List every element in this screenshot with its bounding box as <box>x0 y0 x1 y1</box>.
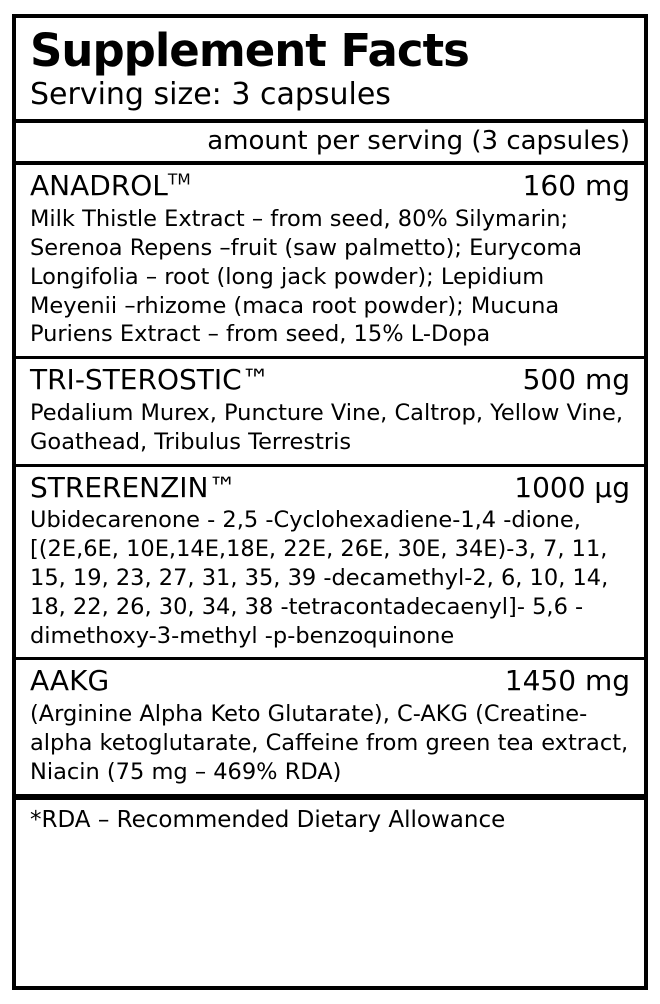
ingredient-header <box>30 171 630 202</box>
ingredient-name: STRERENZIN™ <box>30 470 237 504</box>
ingredient-description: Milk Thistle Extract – from seed, 80% Silymarin; Serenoa Repens –fruit (saw palmetto); Eurycoma Longifolia – root (long jack powder); Lepidium Meyenii –rhizome (maca root powder); Mucuna Puriens Extract – from seed, 15% L-Dopa <box>30 206 583 348</box>
ingredient-header <box>30 470 630 504</box>
label-spacer <box>16 842 644 986</box>
trademark-symbol: TM <box>167 171 191 190</box>
supplement-facts-label <box>12 14 648 990</box>
ingredient-amount: 160 mg <box>522 169 630 203</box>
ingredient-header <box>30 365 630 396</box>
ingredient-description: (Arginine Alpha Keto Glutarate), C-AKG (Creatine-alpha ketoglutarate, Caffeine from green tea extract, Niacin (75 mg – 469% RDA) <box>30 701 629 785</box>
label-header <box>16 18 644 123</box>
footnote-text: *RDA – Recommended Dietary Allowance <box>16 797 644 843</box>
ingredient-group-tri-sterostic <box>16 359 644 466</box>
ingredient-group-strerenzin <box>16 467 644 661</box>
ingredient-amount: 1450 mg <box>504 664 630 698</box>
ingredient-name: TRI-STEROSTIC™ <box>30 363 270 397</box>
ingredient-group-anadrol <box>16 165 644 359</box>
ingredient-amount: 1000 µg <box>514 470 630 504</box>
page-title: Supplement Facts <box>30 24 469 77</box>
ingredient-description: Pedalium Murex, Puncture Vine, Caltrop, Yellow Vine, Goathead, Tribulus Terrestris <box>30 399 623 455</box>
serving-size-text: Serving size: 3 capsules <box>30 77 391 112</box>
ingredient-group-aakg <box>16 660 644 796</box>
ingredient-description: Ubidecarenone - 2,5 -Cyclohexadiene-1,4 -dione, [(2E,6E, 10E,14E,18E, 22E, 26E, 30E, 34E)-3, 7, 11, 15, 19, 23, 27, 31, 35, 39 -decamethyl-2, 6, 10, 14, 18, 22, 26, 30, 34, 38 -tetracontadecaenyl]- 5,6 -dimethoxy-3-methyl -p-benzoquinone <box>30 507 609 649</box>
ingredient-header <box>30 666 630 697</box>
ingredient-name: AAKG <box>30 664 110 698</box>
ingredient-amount: 500 mg <box>522 363 630 397</box>
amount-per-serving-header: amount per serving (3 capsules) <box>16 123 644 166</box>
ingredient-name: ANADROL™ <box>30 169 191 203</box>
